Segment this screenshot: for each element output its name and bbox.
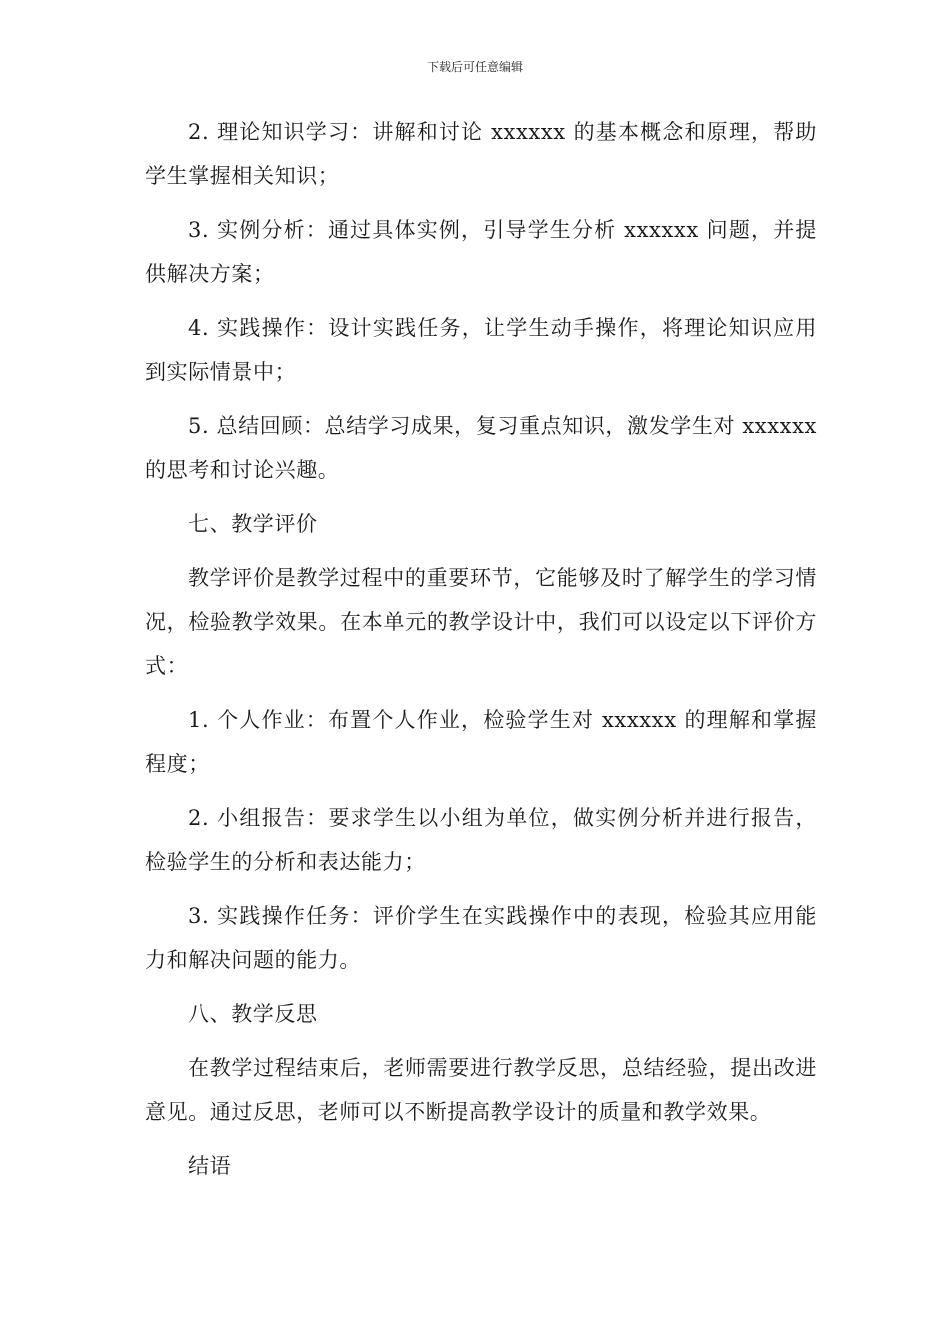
list-item-group-report: 2. 小组报告：要求学生以小组为单位，做实例分析并进行报告，检验学生的分析和表达能力； (145, 806, 817, 874)
paragraph-evaluation-intro: 教学评价是教学过程中的重要环节，它能够及时了解学生的学习情况，检验教学效果。在本单元的教学设计中，我们可以设定以下评价方式： (145, 566, 817, 678)
section-heading-evaluation: 七、教学评价 (188, 512, 318, 536)
section-heading-conclusion: 结语 (188, 1154, 232, 1178)
list-item-theory-study: 2. 理论知识学习：讲解和讨论 xxxxxx 的基本概念和原理，帮助学生掌握相关知识； (145, 120, 817, 188)
list-item-practice: 4. 实践操作：设计实践任务，让学生动手操作，将理论知识应用到实际情景中； (145, 316, 817, 384)
section-heading-reflection: 八、教学反思 (188, 1002, 318, 1026)
list-item-homework: 1. 个人作业：布置个人作业，检验学生对 xxxxxx 的理解和掌握程度； (145, 708, 817, 776)
list-item-practice-task: 3. 实践操作任务：评价学生在实践操作中的表现，检验其应用能力和解决问题的能力。 (145, 904, 817, 972)
page-header: 下载后可任意编辑 (426, 60, 523, 74)
paragraph-reflection: 在教学过程结束后，老师需要进行教学反思，总结经验，提出改进意见。通过反思，老师可以不断提高教学设计的质量和教学效果。 (145, 1056, 817, 1124)
list-item-case-analysis: 3. 实例分析：通过具体实例，引导学生分析 xxxxxx 问题，并提供解决方案； (145, 218, 817, 286)
document-body (145, 110, 817, 1188)
list-item-summary: 5. 总结回顾：总结学习成果，复习重点知识，激发学生对 xxxxxx 的思考和讨论兴趣。 (145, 414, 817, 482)
